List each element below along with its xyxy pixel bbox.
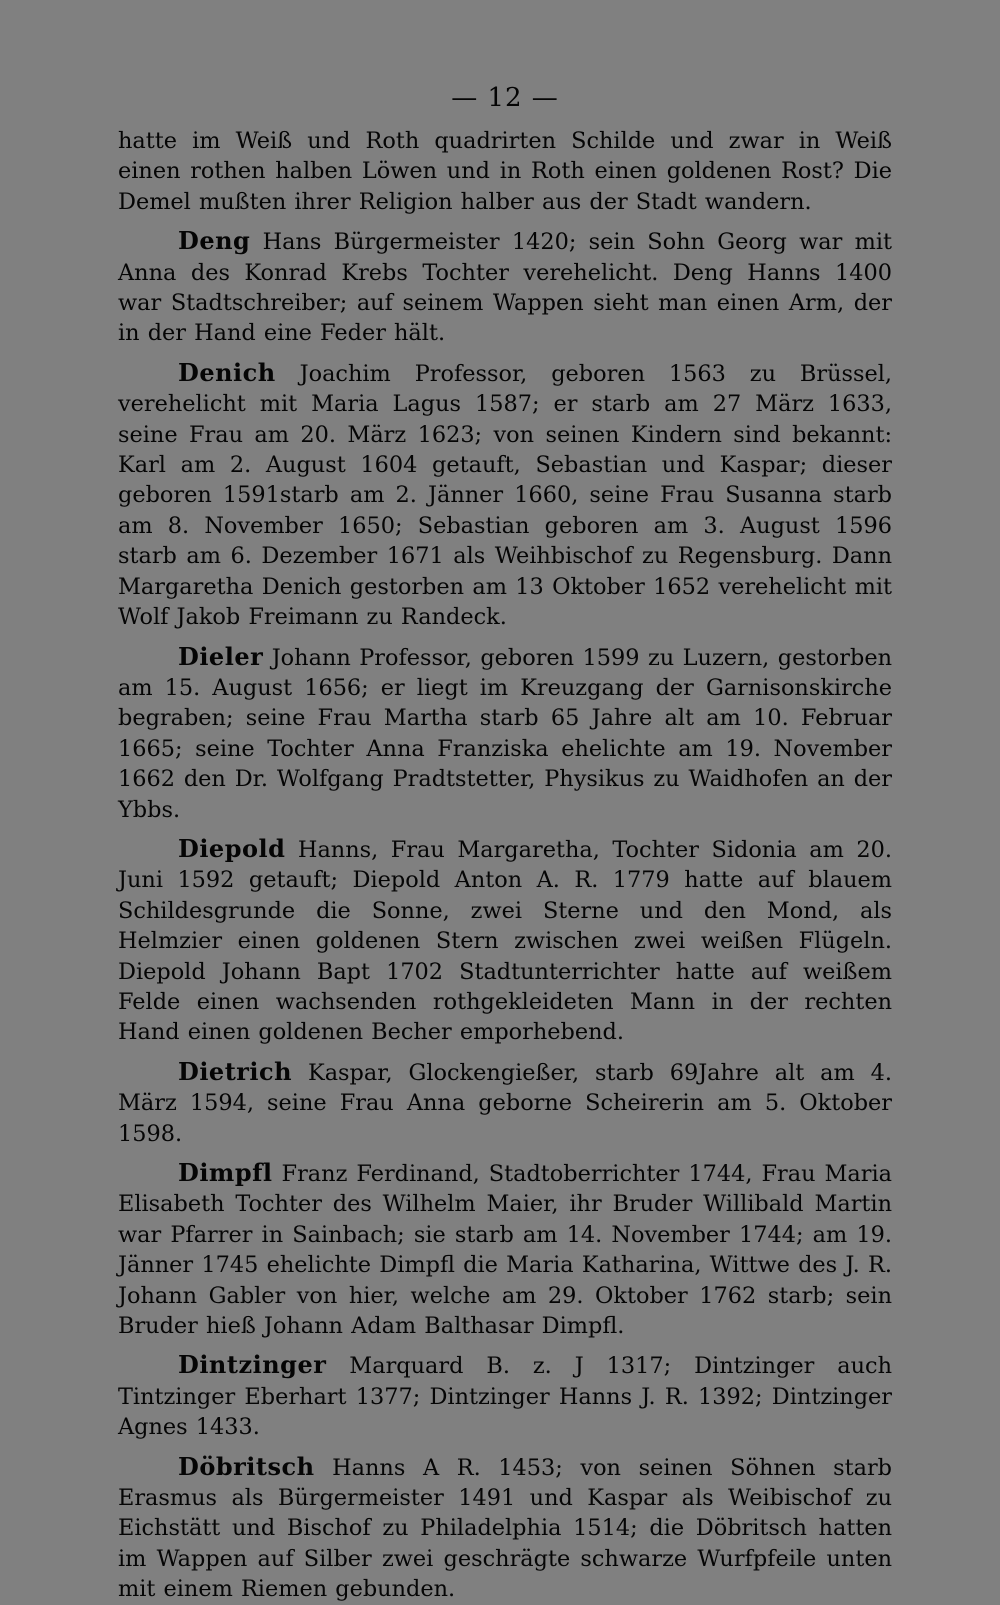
entry-text: Marquard B. z. J 1317; Dintzinger auch Tintzinger Eberhart 1377; Dintzinger Hanns J. R. 1392; Dintzinger Agnes 1433. <box>118 1353 892 1441</box>
entry-headword: Denich <box>178 357 276 387</box>
entry-dintzinger <box>118 1350 892 1442</box>
entry-headword: Dimpfl <box>178 1158 273 1187</box>
entry-headword: Döbritsch <box>178 1451 315 1481</box>
entry-text: Kaspar, Glockengießer, starb 69Jahre alt am 4. März 1594, seine Frau Anna geborne Scheirerin am 5. Oktober 1598. <box>118 1059 892 1147</box>
entry-text: Johann Professor, geboren 1599 zu Luzern, gestorben am 15. August 1656; er liegt im Kreuzgang der Garnisonskirche begraben; seine Frau Martha starb 65 Jahre alt am 10. Februar 1665; seine Tochter Anna Franziska ehelichte am 19. November 1662 den Dr. Wolfgang Pradtstetter, Physikus zu Waidhofen an der Ybbs. <box>118 644 892 823</box>
entry-text: Franz Ferdinand, Stadtoberrichter 1744, Frau Maria Elisabeth Tochter des Wilhelm Maier, ihr Bruder Willibald Martin war Pfarrer in Sainbach; sie starb am 14. November 1744; am 19. Jänner 1745 ehelichte Dimpfl die Maria Katharina, Wittwe des J. R. Johann Gabler von hier, welche am 29. Oktober 1762 starb; sein Bruder hieß Johann Adam Balthasar Dimpfl. <box>118 1161 892 1340</box>
entry-text: Hanns, Frau Margaretha, Tochter Sidonia am 20. Juni 1592 getauft; Diepold Anton A. R. 1779 hatte auf blauem Schildesgrunde die Sonne, zwei Sterne und den Mond, als Helmzier einen goldenen Stern zwischen zwei weißen Flügeln. Diepold Johann Bapt 1702 Stadtunterrichter hatte auf weißem Felde einen wachsenden rothgekleideten Mann in der rechten Hand einen goldenen Becher emporhebend. <box>118 836 892 1046</box>
entry-dietrich <box>118 1057 892 1149</box>
entry-text: Hanns A R. 1453; von seinen Söhnen starb Erasmus als Bürgermeister 1491 und Kaspar als Weibischof zu Eichstätt und Bischof zu Philadelphia 1514; die Döbritsch hatten im Wappen auf Silber zwei geschrägte schwarze Wurfpfeile unten mit einem Riemen gebunden. <box>118 1454 892 1603</box>
entry-doebritsch <box>118 1452 892 1605</box>
entry-headword: Deng <box>178 226 251 256</box>
entry-dimpfl <box>118 1158 892 1341</box>
entry-dieler <box>118 642 892 825</box>
entry-denich <box>118 358 892 633</box>
entry-text: hatte im Weiß und Roth quadrirten Schilde und zwar in Weiß einen rothen halben Löwen und in Roth einen goldenen Rost? Die Demel mußten ihrer Religion halber aus der Stadt wandern. <box>118 128 892 215</box>
entry-continuation <box>118 126 892 217</box>
entry-text: Joachim Professor, geboren 1563 zu Brüssel, verehelicht mit Maria Lagus 1587; er starb am 27 März 1633, seine Frau am 20. März 1623; von seinen Kindern sind bekannt: Karl am 2. August 1604 getauft, Sebastian und Kaspar; dieser geboren 1591starb am 2. Jänner 1660, seine Frau Susanna starb am 8. November 1650; Sebastian geboren am 3. August 1596 starb am 6. Dezember 1671 als Weihbischof zu Regensburg. Dann Margaretha Denich gestorben am 13 Oktober 1652 verehelicht mit Wolf Jakob Freimann zu Randeck. <box>118 360 892 631</box>
entry-deng <box>118 226 892 349</box>
entry-headword: Dietrich <box>178 1056 293 1086</box>
entry-headword: Diepold <box>178 833 286 863</box>
entry-text: Hans Bürgermeister 1420; sein Sohn Georg war mit Anna des Konrad Krebs Tochter verehelicht. Deng Hanns 1400 war Stadtschreiber; auf seinem Wappen sieht man einen Arm, der in der Hand eine Feder hält. <box>118 229 892 347</box>
page-number: — 12 — <box>451 83 559 113</box>
entry-diepold <box>118 834 892 1048</box>
entry-headword: Dieler <box>178 641 264 671</box>
entry-headword: Dintzinger <box>178 1350 327 1380</box>
